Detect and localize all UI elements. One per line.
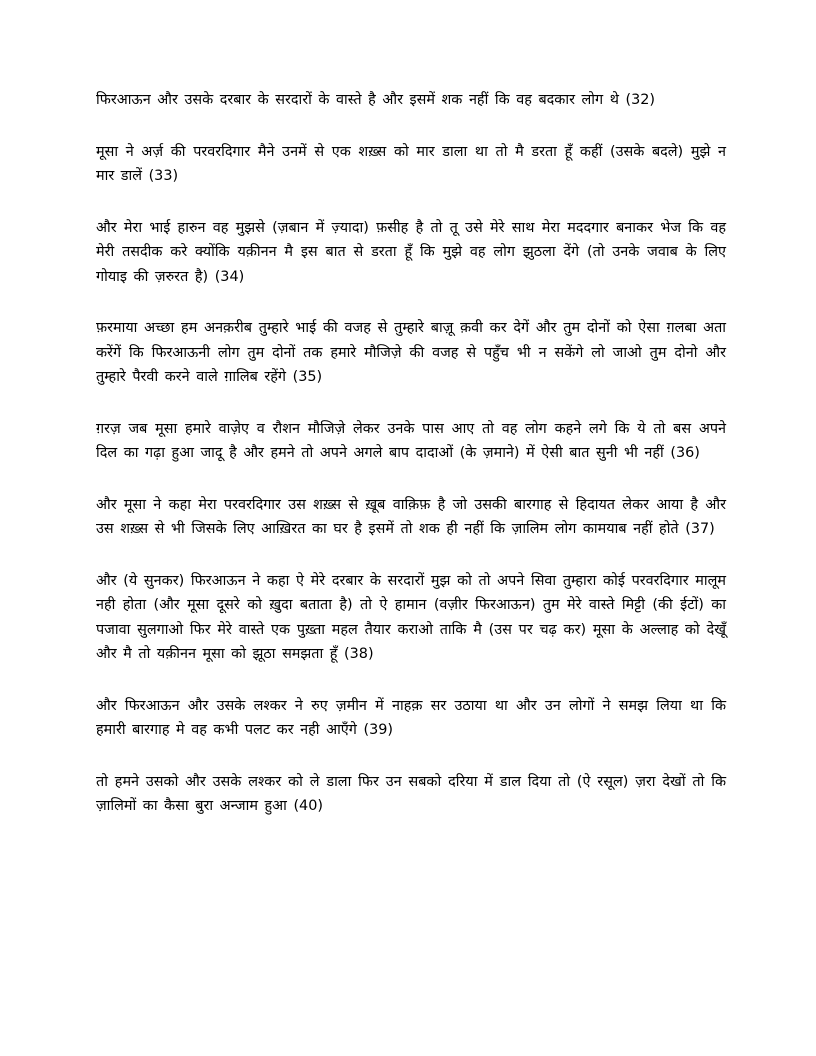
verse-33	[96, 140, 726, 189]
verse-text: और मूसा ने कहा मेरा परवरदिगार उस शख़्स से ख़ूब वाक़िफ़ है जो उसकी बारगाह से हिदायत लेकर आया है और उस शख़्स से भी जिसके लिए आख़िरत का घर है इसमें तो शक ही नहीं कि ज़ालिम लोग कामयाब नहीं होते	[96, 496, 726, 537]
verse-40	[96, 770, 726, 819]
verse-35	[96, 316, 726, 390]
verse-37	[96, 493, 726, 542]
verse-number: (34)	[214, 268, 245, 285]
verse-number: (36)	[670, 445, 700, 461]
document-page	[96, 88, 726, 846]
verse-36	[96, 417, 726, 466]
verse-text: मूसा ने अर्ज़ की परवरदिगार मैने उनमें से एक शख़्स को मार डाला था तो मै डरता हूँ कहीं (उसके बदले) मुझे न मार डालें	[96, 143, 726, 184]
verse-text: तो हमने उसको और उसके लश्कर को ले डाला फिर उन सबको दरिया में डाल दिया तो (ऐ रसूल) ज़रा देखों तो कि ज़ालिमों का कैसा बुरा अन्जाम हुआ	[96, 773, 726, 814]
verse-32	[96, 88, 726, 113]
verse-number: (39)	[363, 722, 393, 738]
verse-number: (33)	[148, 168, 179, 184]
verse-number: (32)	[625, 92, 656, 108]
verse-34	[96, 216, 726, 290]
verse-text: और मेरा भाई हारुन वह मुझसे (ज़बान में ज़्यादा) फ़सीह है तो तू उसे मेरे साथ मेरा मददगार बनाकर भेज कि वह मेरी तसदीक करे क्योंकि यक़ीनन मै इस बात से डरता हूँ कि मुझे वह लोग झुठला देंगे (तो उनके जवाब के लिए गोयाइ की ज़रुरत है)	[96, 219, 726, 285]
verse-text: फिरआऊन और उसके दरबार के सरदारों के वास्ते है और इसमें शक नहीं कि वह बदकार लोग थे	[96, 92, 619, 108]
verse-number: (38)	[344, 646, 374, 662]
verse-38	[96, 569, 726, 667]
verse-text: और फिरआऊन और उसके लश्कर ने रुए ज़मीन में नाहक़ सर उठाया था और उन लोगों ने समझ लिया था कि हमारी बारगाह मे वह कभी पलट कर नही आएँगे	[96, 697, 726, 738]
verse-number: (40)	[293, 798, 323, 814]
verse-text: ग़रज़ जब मूसा हमारे वाज़ेए व रौशन मौजिज़े लेकर उनके पास आए तो वह लोग कहने लगे कि ये तो बस अपने दिल का गढ़ा हुआ जादू है और हमने तो अपने अगले बाप दादाओं (के ज़माने) में ऐसी बात सुनी भी नहीं	[96, 420, 726, 461]
verse-39	[96, 694, 726, 743]
verse-text: और (ये सुनकर) फिरआऊन ने कहा ऐ मेरे दरबार के सरदारों मुझ को तो अपने सिवा तुम्हारा कोई परवरदिगार मालूम नही होता (और मूसा दूसरे को ख़ुदा बताता है) तो ऐ हामान (वज़ीर फिरआऊन) तुम मेरे वास्ते मिट्टी (की ईटों) का पजावा सुलगाओ फिर मेरे वास्ते एक पुख़्ता महल तैयार कराओ ताकि मै (उस पर चढ़ कर) मूसा के अल्लाह को देखूँ और मै तो यक़ीनन मूसा को झूठा समझता हूँ	[96, 572, 726, 662]
verse-text: फ़रमाया अच्छा हम अनक़रीब तुम्हारे भाई की वजह से तुम्हारे बाज़ू क़वी कर देगें और तुम दोनों को ऐसा ग़लबा अता करेंगें कि फिरआऊनी लोग तुम दोनों तक हमारे मौजिज़े की वजह से पहुँच भी न सकेंगे लो जाओ तुम दोनो और तुम्हारे पैरवी करने वाले ग़ालिब रहेंगे	[96, 320, 726, 385]
verse-number: (35)	[292, 369, 323, 385]
verse-number: (37)	[685, 521, 715, 537]
